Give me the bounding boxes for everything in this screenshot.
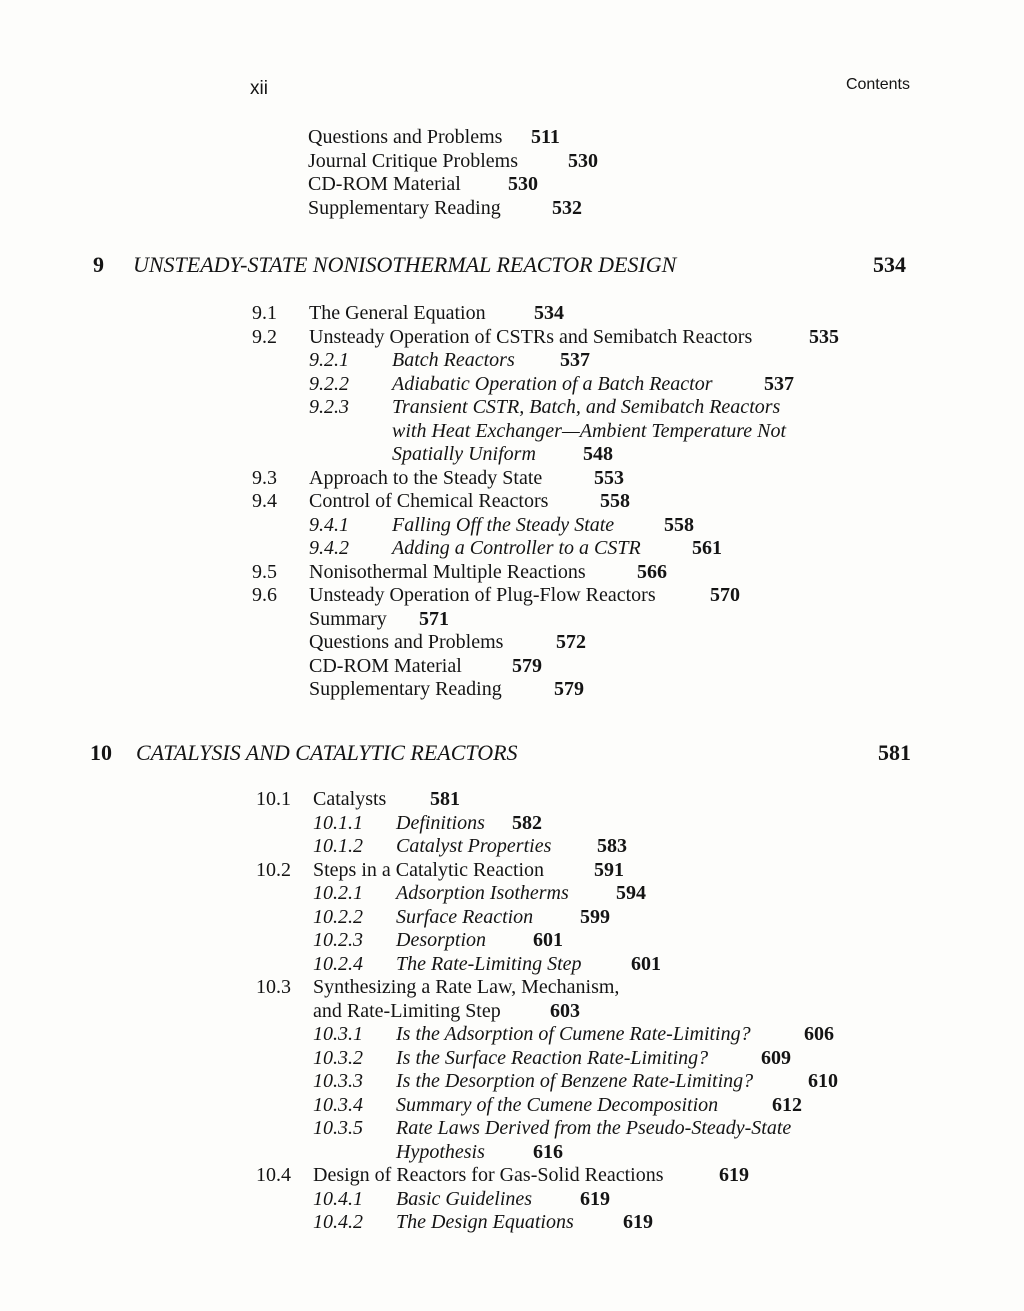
entry-page: 530 xyxy=(508,173,538,195)
subsection-title: Transient CSTR, Batch, and Semibatch Reactors xyxy=(392,396,781,418)
section-page: 581 xyxy=(430,788,460,810)
entry-page: 572 xyxy=(556,631,586,653)
entry-title: Questions and Problems xyxy=(308,126,503,148)
section-title: The General Equation xyxy=(309,302,486,324)
subsection-page: 548 xyxy=(583,443,613,465)
subsection-title: Definitions xyxy=(396,811,485,834)
section-number: 9.6 xyxy=(252,584,277,606)
subsection-page: 537 xyxy=(560,349,590,371)
subsection-title: Adsorption Isotherms xyxy=(396,882,569,904)
section-page: 603 xyxy=(550,999,580,1022)
section-page: 535 xyxy=(809,325,839,348)
subsection-title-continued: Hypothesis xyxy=(396,1140,485,1163)
subsection-page: 606 xyxy=(804,1023,834,1045)
entry-title: CD-ROM Material xyxy=(308,173,461,195)
subsection-number: 9.2.3 xyxy=(309,396,349,418)
chapter-9-entries xyxy=(252,302,952,702)
chapter-heading xyxy=(0,738,1024,768)
chapter-10-entries xyxy=(256,788,956,1235)
section-title: Design of Reactors for Gas-Solid Reactions xyxy=(313,1164,664,1186)
section-title: Nonisothermal Multiple Reactions xyxy=(309,560,586,583)
subsection-title: Desorption xyxy=(396,929,486,951)
subsection-page: 610 xyxy=(808,1070,838,1092)
chapter-title: CATALYSIS AND CATALYTIC REACTORS xyxy=(136,740,518,765)
subsection-title: The Design Equations xyxy=(396,1211,574,1233)
top-entries xyxy=(308,126,908,220)
subsection-title-continued: Spatially Uniform xyxy=(392,443,536,465)
subsection-number: 10.3.5 xyxy=(313,1117,363,1139)
entry-title: Supplementary Reading xyxy=(309,678,502,700)
subsection-page: 616 xyxy=(533,1140,563,1163)
entry-page: 532 xyxy=(552,196,582,219)
section-title: Steps in a Catalytic Reaction xyxy=(313,858,545,881)
entry-title: Summary xyxy=(309,607,387,630)
subsection-title: Rate Laws Derived from the Pseudo-Steady-State xyxy=(396,1117,792,1139)
section-page: 566 xyxy=(637,560,667,583)
subsection-title: Is the Surface Reaction Rate-Limiting? xyxy=(396,1046,709,1069)
subsection-page: 619 xyxy=(580,1187,610,1210)
entry-title: Supplementary Reading xyxy=(308,196,501,219)
section-page: 558 xyxy=(600,490,630,512)
entry-page: 571 xyxy=(419,607,449,630)
section-number: 9.3 xyxy=(252,466,277,489)
subsection-title: Surface Reaction xyxy=(396,905,534,928)
subsection-page: 619 xyxy=(623,1211,653,1233)
entry-title: Questions and Problems xyxy=(309,631,504,653)
subsection-page: 601 xyxy=(631,952,661,975)
subsection-page: 583 xyxy=(597,835,627,857)
subsection-number: 10.3.3 xyxy=(313,1070,363,1092)
subsection-number: 10.4.2 xyxy=(313,1211,363,1233)
subsection-number: 9.4.1 xyxy=(309,513,349,536)
subsection-title: Falling Off the Steady State xyxy=(392,513,615,536)
section-title: Control of Chemical Reactors xyxy=(309,490,549,512)
entry-title: Journal Critique Problems xyxy=(308,149,518,172)
section-title: Unsteady Operation of CSTRs and Semibatch Reactors xyxy=(309,325,753,348)
subsection-number: 10.2.3 xyxy=(313,929,363,951)
subsection-number: 9.4.2 xyxy=(309,537,349,559)
section-number: 10.1 xyxy=(256,788,291,810)
chapter-heading xyxy=(0,250,1024,280)
section-page: 619 xyxy=(719,1164,749,1186)
section-page: 570 xyxy=(710,584,740,606)
section-title: Unsteady Operation of Plug-Flow Reactors xyxy=(309,584,656,606)
section-title: Catalysts xyxy=(313,788,387,810)
subsection-number: 10.3.2 xyxy=(313,1046,363,1069)
section-title: Synthesizing a Rate Law, Mechanism, xyxy=(313,976,620,998)
subsection-number: 10.3.1 xyxy=(313,1023,363,1045)
subsection-number: 10.2.2 xyxy=(313,905,363,928)
subsection-page: 599 xyxy=(580,905,610,928)
subsection-number: 10.3.4 xyxy=(313,1093,363,1116)
subsection-number: 9.2.2 xyxy=(309,372,349,395)
subsection-title: Adding a Controller to a CSTR xyxy=(392,537,641,559)
subsection-title: Batch Reactors xyxy=(392,349,515,371)
chapter-number: 9 xyxy=(93,252,104,277)
toc-entry xyxy=(308,197,908,221)
section-page: 591 xyxy=(594,858,624,881)
entry-page: 511 xyxy=(531,126,560,148)
entry-page: 579 xyxy=(554,678,584,700)
subsection-title: Catalyst Properties xyxy=(396,835,552,857)
subsection-page: 582 xyxy=(512,811,542,834)
subsection-number: 10.1.1 xyxy=(313,811,363,834)
toc-entry xyxy=(308,150,908,174)
subsection-page: 558 xyxy=(664,513,694,536)
subsection-number: 10.4.1 xyxy=(313,1187,363,1210)
running-header: Contents xyxy=(845,76,910,93)
subsection-page: 537 xyxy=(764,372,794,395)
toc-entry xyxy=(308,173,908,197)
subsection-number: 10.1.2 xyxy=(313,835,363,857)
section-number: 9.2 xyxy=(252,325,277,348)
subsection-number: 10.2.4 xyxy=(313,952,363,975)
entry-title: CD-ROM Material xyxy=(309,654,462,677)
subsection-number: 10.2.1 xyxy=(313,882,363,904)
entry-page: 579 xyxy=(512,654,542,677)
chapter-number: 10 xyxy=(90,740,112,765)
subsection-title-continued: with Heat Exchanger—Ambient Temperature Not xyxy=(392,419,787,442)
subsection-title: The Rate-Limiting Step xyxy=(396,952,582,975)
page-number: xii xyxy=(250,78,268,99)
toc-entry xyxy=(308,126,908,150)
subsection-title: Is the Adsorption of Cumene Rate-Limiting? xyxy=(396,1023,751,1045)
subsection-title: Summary of the Cumene Decomposition xyxy=(396,1093,719,1116)
section-page: 534 xyxy=(534,302,564,324)
section-number: 10.4 xyxy=(256,1164,291,1186)
section-title: Approach to the Steady State xyxy=(309,466,543,489)
subsection-title: Adiabatic Operation of a Batch Reactor xyxy=(392,372,713,395)
chapter-page: 581 xyxy=(878,740,911,765)
subsection-page: 594 xyxy=(616,882,646,904)
subsection-number: 9.2.1 xyxy=(309,349,349,371)
subsection-page: 609 xyxy=(761,1046,791,1069)
subsection-page: 612 xyxy=(772,1093,802,1116)
entry-page: 530 xyxy=(568,149,598,172)
section-number: 10.3 xyxy=(256,976,291,998)
section-title-continued: and Rate-Limiting Step xyxy=(313,999,501,1022)
subsection-title: Is the Desorption of Benzene Rate-Limiting? xyxy=(396,1070,754,1092)
chapter-page: 534 xyxy=(873,252,906,277)
section-number: 9.4 xyxy=(252,490,277,512)
section-number: 10.2 xyxy=(256,858,291,881)
subsection-title: Basic Guidelines xyxy=(396,1187,533,1210)
section-page: 553 xyxy=(594,466,624,489)
subsection-page: 561 xyxy=(692,537,722,559)
section-number: 9.5 xyxy=(252,560,277,583)
section-number: 9.1 xyxy=(252,302,277,324)
chapter-title: UNSTEADY-STATE NONISOTHERMAL REACTOR DESIGN xyxy=(133,252,677,277)
subsection-page: 601 xyxy=(533,929,563,951)
